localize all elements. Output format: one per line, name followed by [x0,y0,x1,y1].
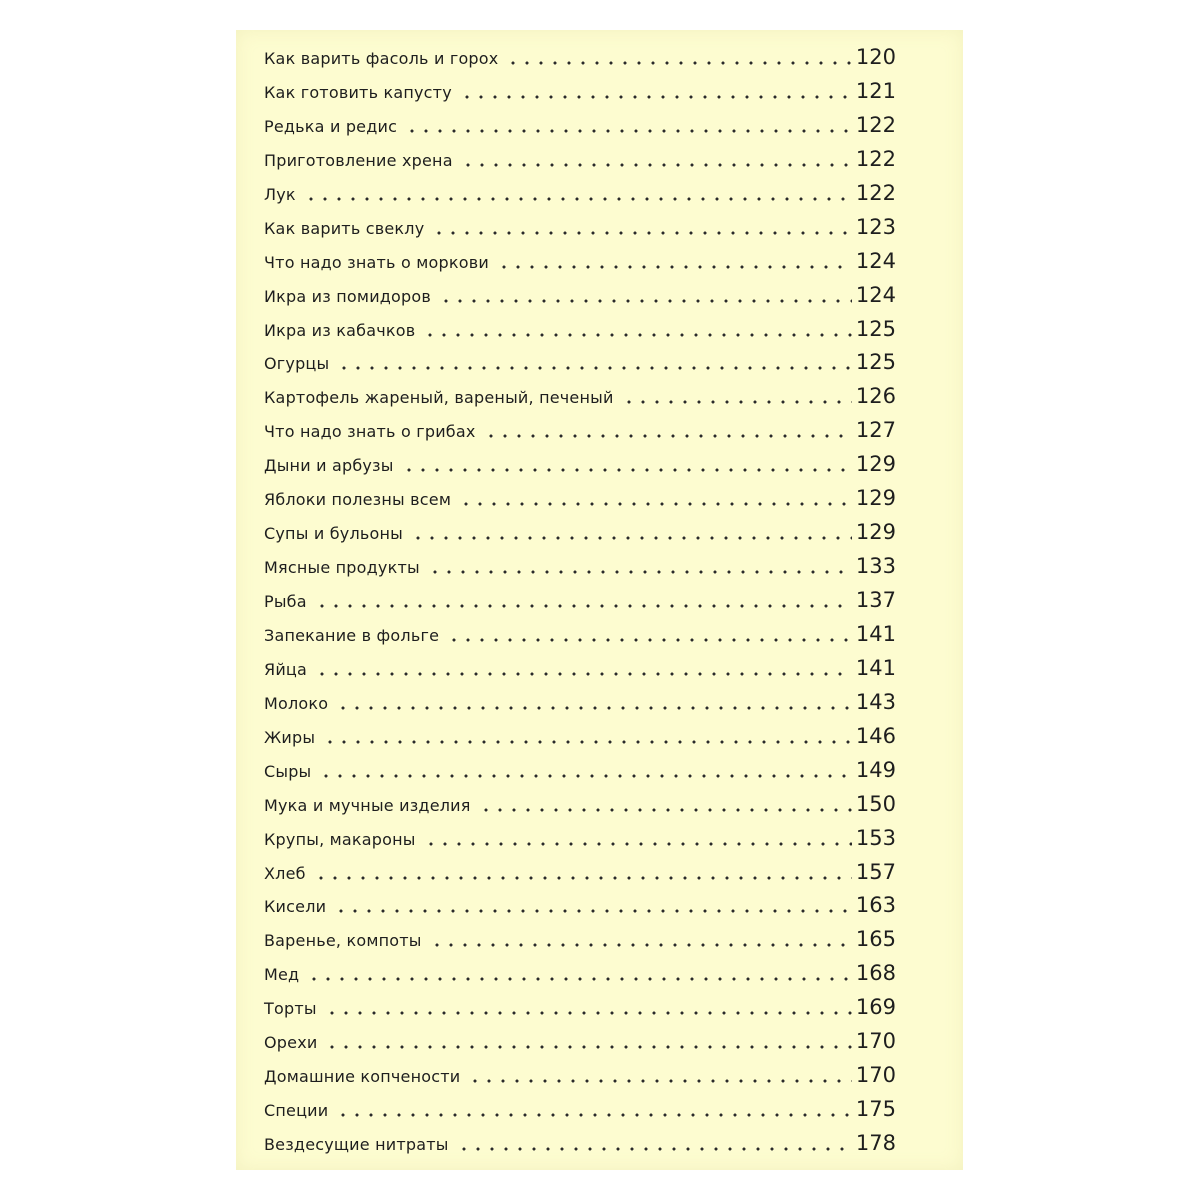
toc-entry [264,721,896,751]
dot-leader [468,1079,852,1083]
toc-entry-page-number: 120 [855,45,896,69]
toc-entry-title: Запекание в фольге [264,625,440,645]
toc-entry-title: Рыба [264,592,307,611]
dot-leader [315,672,852,676]
toc-entry [264,1026,896,1056]
toc-entry-title: Яйца [264,659,308,679]
toc-entry-title: Огурцы [264,354,330,374]
toc-entry [264,449,896,479]
toc-entry-page-number: 163 [855,893,896,918]
toc-entry-page-number: 175 [855,1097,896,1122]
toc-entry [264,144,896,174]
dot-leader [325,1045,851,1049]
toc-entry [264,755,896,785]
toc-entry-title: Лук [264,184,296,204]
toc-entry [264,789,896,819]
toc-entry-title: Как готовить капусту [264,82,452,102]
toc-entry [264,314,896,344]
toc-entry-page-number: 127 [855,418,896,443]
toc-entry [264,178,896,208]
toc-entry-page-number: 141 [855,621,896,646]
toc-entry-page-number: 170 [855,1029,896,1054]
toc-entry-title: Специи [264,1101,329,1121]
toc-entry-page-number: 124 [855,282,896,307]
toc-entry-title: Мед [264,965,300,985]
dot-leader [402,468,852,472]
dot-leader [314,876,852,880]
toc-entry-title: Икра из помидоров [264,286,432,306]
toc-entry-title: Сыры [264,761,312,781]
toc-entry-page-number: 125 [855,316,896,341]
dot-leader [423,333,852,337]
toc-entry-title: Картофель жареный, вареный, печеный [264,388,614,408]
toc-entry-page-number: 122 [855,146,896,171]
toc-entry-page-number: 129 [855,486,896,511]
toc-entry-title: Крупы, макароны [264,829,416,849]
toc-entry [264,415,896,445]
dot-leader [323,740,852,744]
toc-entry [264,381,896,411]
toc-entry-page-number: 124 [855,248,896,273]
toc-entry-title: Молоко [264,693,329,713]
dot-leader [439,299,852,303]
toc-entry-page-number: 153 [855,825,896,850]
toc-entry-title: Приготовление хрена [264,150,453,170]
dot-leader [459,502,852,506]
dot-leader [622,400,852,404]
toc-entry-title: Домашние копчености [264,1067,461,1087]
dot-leader [461,163,852,167]
toc-entry [264,517,896,547]
dot-leader [497,265,852,269]
toc-entry [264,76,896,106]
toc-entry-page-number: 122 [855,112,896,137]
dot-leader [506,61,851,65]
dot-leader [424,842,852,846]
toc-entry [264,212,896,242]
toc-entry-page-number: 125 [855,350,896,375]
toc-entry [264,280,896,310]
toc-entry-title: Как варить фасоль и горох [264,49,499,68]
toc-entry-page-number: 157 [855,859,896,884]
toc-entry-page-number: 165 [855,927,896,952]
toc-entry-title: Кисели [264,897,327,917]
toc-entry-title: Жиры [264,727,316,747]
toc-entry-page-number: 123 [855,214,896,239]
toc-entry-title: Хлеб [264,863,306,883]
dot-leader [479,808,852,812]
toc-entry-page-number: 141 [855,655,896,680]
dot-leader [457,1147,852,1151]
dot-leader [337,366,852,370]
dot-leader [460,95,852,99]
toc-entry-title: Вездесущие нитраты [264,1135,449,1154]
dot-leader [432,231,852,235]
dot-leader [319,774,852,778]
dot-leader [484,434,852,438]
toc-entry [264,619,896,649]
book-page [236,30,963,1170]
toc-entry-title: Что надо знать о моркови [264,252,489,272]
dot-leader [411,536,852,540]
dot-leader [334,909,852,913]
toc-entry-title: Мука и мучные изделия [264,795,471,815]
toc-entry-page-number: 178 [855,1131,896,1155]
dot-leader [405,129,852,133]
toc-entry [264,483,896,513]
toc-entry [264,1094,896,1124]
dot-leader [315,604,852,608]
toc-entry-title: Мясные продукты [264,558,420,578]
toc-entry-title: Яблоки полезны всем [264,490,452,510]
toc-entry-page-number: 122 [855,180,896,205]
toc-entry [264,347,896,377]
toc-entry [264,1128,896,1158]
toc-entry-title: Дыни и арбузы [264,456,394,476]
dot-leader [430,943,852,947]
toc-entry [264,924,896,954]
dot-leader [304,197,852,201]
toc-entry-page-number: 168 [855,961,896,986]
toc-entry-page-number: 169 [855,995,896,1020]
toc-entry-page-number: 137 [855,588,896,612]
toc-entry-page-number: 121 [855,78,896,103]
toc-entry-title: Торты [264,999,317,1019]
toc-entry [264,246,896,276]
toc-entry [264,958,896,988]
toc-entry [264,585,896,615]
toc-entry-page-number: 149 [855,757,896,782]
toc-entry-page-number: 129 [855,452,896,477]
toc-entry-title: Икра из кабачков [264,320,416,340]
dot-leader [447,638,852,642]
toc-entry-title: Редька и редис [264,116,398,136]
toc-entry-title: Варенье, компоты [264,931,422,951]
toc-entry [264,857,896,887]
dot-leader [307,977,852,981]
toc-entry-page-number: 126 [855,384,896,409]
toc-entry-title: Как варить свеклу [264,218,425,238]
toc-entry-page-number: 170 [855,1063,896,1088]
toc-entry [264,653,896,683]
dot-leader [325,1011,852,1015]
toc-entry-title: Супы и бульоны [264,524,403,544]
toc-entry-page-number: 150 [855,791,896,816]
toc-entry-page-number: 143 [855,689,896,714]
table-of-contents [264,42,896,1158]
toc-entry [264,992,896,1022]
toc-entry [264,551,896,581]
toc-entry-page-number: 129 [855,520,896,545]
toc-entry [264,1060,896,1090]
toc-entry-page-number: 133 [855,554,896,579]
toc-entry [264,110,896,140]
toc-entry [264,890,896,920]
dot-leader [428,570,852,574]
toc-entry [264,823,896,853]
toc-entry-title: Что надо знать о грибах [264,422,476,442]
dot-leader [336,1113,852,1117]
toc-entry-title: Орехи [264,1033,318,1053]
toc-entry [264,42,896,72]
dot-leader [336,706,852,710]
toc-entry-page-number: 146 [855,723,896,748]
toc-entry [264,687,896,717]
